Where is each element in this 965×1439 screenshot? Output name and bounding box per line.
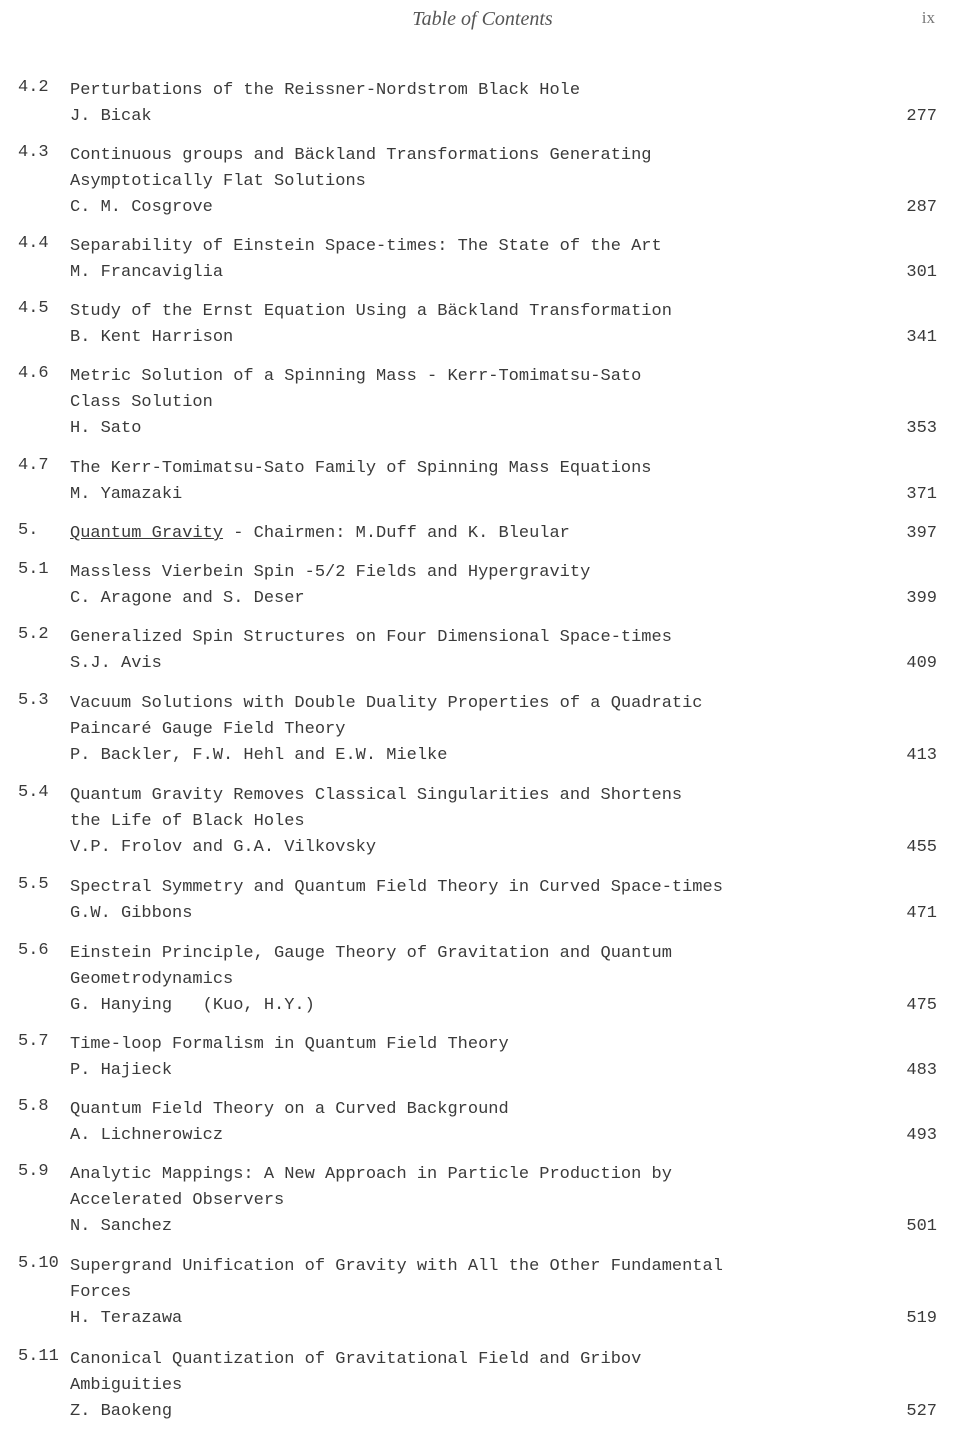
entry-page-number: 371 (906, 485, 937, 504)
entry-line: A. Lichnerowicz (70, 1126, 224, 1145)
entry-page-number: 483 (906, 1061, 937, 1080)
entry-page-number: 471 (906, 904, 937, 923)
entry-line: Asymptotically Flat Solutions (70, 172, 366, 191)
entry-line: C. Aragone and S. Deser (70, 589, 305, 608)
entry-number: 4.2 (18, 78, 49, 97)
entry-number: 5.10 (18, 1254, 59, 1273)
entry-number: 5.1 (18, 560, 49, 579)
entry-number: 5.9 (18, 1162, 49, 1181)
entry-text (70, 521, 850, 547)
entry-line: Quantum Gravity Removes Classical Singularities and Shortens (70, 786, 683, 805)
entry-text (70, 875, 850, 927)
entry-line: C. M. Cosgrove (70, 198, 213, 217)
entry-line: H. Sato (70, 419, 142, 438)
section-title: Quantum Gravity (70, 524, 224, 543)
entry-line: H. Terazawa (70, 1309, 183, 1328)
entry-line: Time-loop Formalism in Quantum Field Theory (70, 1035, 509, 1054)
section-heading (70, 521, 850, 547)
entry-page-number: 455 (906, 838, 937, 857)
entry-page-number: 301 (906, 263, 937, 282)
entry-line: Quantum Field Theory on a Curved Background (70, 1100, 509, 1119)
entry-line: The Kerr-Tomimatsu-Sato Family of Spinning Mass Equations (70, 459, 652, 478)
entry-text (70, 783, 850, 861)
entry-line: Ambiguities (70, 1376, 183, 1395)
entry-page-number: 519 (906, 1309, 937, 1328)
entry-page-number: 475 (906, 996, 937, 1015)
entry-line: B. Kent Harrison (70, 328, 234, 347)
entry-line: Generalized Spin Structures on Four Dimensional Space-times (70, 628, 672, 647)
entry-line: Study of the Ernst Equation Using a Bäckland Transformation (70, 302, 672, 321)
entry-page-number: 413 (906, 746, 937, 765)
entry-text (70, 1347, 850, 1425)
entry-page-number: 501 (906, 1217, 937, 1236)
entry-page-number: 409 (906, 654, 937, 673)
entry-text (70, 299, 850, 351)
entry-line: Analytic Mappings: A New Approach in Particle Production by (70, 1165, 672, 1184)
entry-text (70, 1162, 850, 1240)
entry-line: S.J. Avis (70, 654, 162, 673)
entry-line: G. Hanying (Kuo, H.Y.) (70, 996, 315, 1015)
entry-text (70, 143, 850, 221)
entry-page-number: 287 (906, 198, 937, 217)
entry-page-number: 353 (906, 419, 937, 438)
entry-number: 5.11 (18, 1347, 59, 1366)
entry-text (70, 1032, 850, 1084)
entry-line: Continuous groups and Bäckland Transformations Generating (70, 146, 652, 165)
entry-line: Forces (70, 1283, 132, 1302)
entry-line: Separability of Einstein Space-times: The State of the Art (70, 237, 662, 256)
entry-page-number: 527 (906, 1402, 937, 1421)
entry-page-number: 341 (906, 328, 937, 347)
entry-line: P. Backler, F.W. Hehl and E.W. Mielke (70, 746, 448, 765)
entry-number: 5.6 (18, 941, 49, 960)
entry-line: J. Bicak (70, 107, 152, 126)
running-header-page-number: ix (921, 8, 935, 27)
entry-line: Paincaré Gauge Field Theory (70, 720, 346, 739)
entry-text (70, 691, 850, 769)
entry-number: 5.2 (18, 625, 49, 644)
entry-number: 5.7 (18, 1032, 49, 1051)
entry-text (70, 625, 850, 677)
entry-line: Massless Vierbein Spin -5/2 Fields and Hypergravity (70, 563, 591, 582)
running-header-title: Table of Contents (412, 8, 553, 30)
entry-number: 4.5 (18, 299, 49, 318)
entry-text (70, 234, 850, 286)
entry-text (70, 364, 850, 442)
entry-number: 4.6 (18, 364, 49, 383)
entry-page-number: 397 (906, 524, 937, 543)
entry-line: the Life of Black Holes (70, 812, 305, 831)
entry-line: Einstein Principle, Gauge Theory of Gravitation and Quantum (70, 944, 672, 963)
entry-line: P. Hajieck (70, 1061, 173, 1080)
entry-line: Class Solution (70, 393, 213, 412)
entry-number: 4.4 (18, 234, 49, 253)
entry-page-number: 493 (906, 1126, 937, 1145)
entry-text (70, 78, 850, 130)
entry-line: V.P. Frolov and G.A. Vilkovsky (70, 838, 377, 857)
section-chairmen: - Chairmen: M.Duff and K. Bleular (223, 524, 570, 543)
entry-number: 5.8 (18, 1097, 49, 1116)
entry-line: Metric Solution of a Spinning Mass - Kerr-Tomimatsu-Sato (70, 367, 642, 386)
entry-line: G.W. Gibbons (70, 904, 193, 923)
entry-number: 4.3 (18, 143, 49, 162)
entry-line: Supergrand Unification of Gravity with All the Other Fundamental (70, 1257, 723, 1276)
entry-number: 4.7 (18, 456, 49, 475)
entry-line: Accelerated Observers (70, 1191, 285, 1210)
entry-text (70, 560, 850, 612)
entry-page-number: 399 (906, 589, 937, 608)
entry-text (70, 456, 850, 508)
entry-line: Z. Baokeng (70, 1402, 173, 1421)
entry-line: Vacuum Solutions with Double Duality Properties of a Quadratic (70, 694, 703, 713)
entry-line: M. Francaviglia (70, 263, 224, 282)
entry-line: Geometrodynamics (70, 970, 234, 989)
entry-line: N. Sanchez (70, 1217, 173, 1236)
entry-text (70, 941, 850, 1019)
entry-line: Canonical Quantization of Gravitational Field and Gribov (70, 1350, 642, 1369)
entry-text (70, 1097, 850, 1149)
entry-page-number: 277 (906, 107, 937, 126)
entry-text (70, 1254, 850, 1332)
entry-line: Perturbations of the Reissner-Nordstrom Black Hole (70, 81, 581, 100)
entry-line: M. Yamazaki (70, 485, 183, 504)
entry-line: Spectral Symmetry and Quantum Field Theory in Curved Space-times (70, 878, 723, 897)
entry-number: 5.5 (18, 875, 49, 894)
entry-number: 5.4 (18, 783, 49, 802)
entry-number: 5.3 (18, 691, 49, 710)
entry-number: 5. (18, 521, 39, 540)
